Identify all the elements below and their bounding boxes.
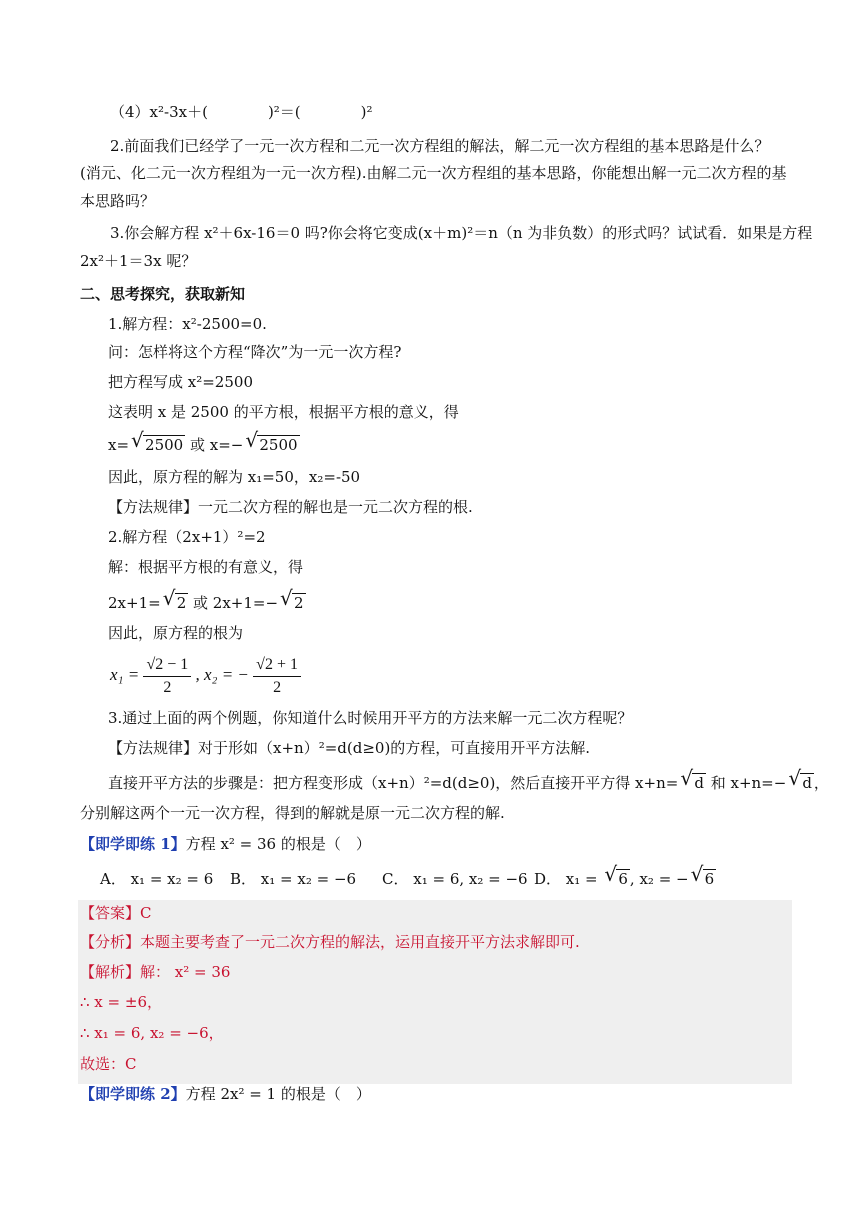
example-1-title: 1.解方程：x²-2500=0.	[108, 315, 267, 333]
eq-text: 或 x=−	[190, 436, 244, 454]
paragraph-line: 因此，原方程的根为	[108, 624, 244, 642]
sqrt: √ 2	[162, 586, 187, 612]
paragraph-line: 分别解这两个一元一次方程，得到的解就是原一元二次方程的解.	[80, 804, 505, 822]
fill-blank-item-4: （4）x²-3x＋( )²＝( )²	[110, 103, 373, 121]
option-a: A． x₁ = x₂ = 6	[100, 870, 214, 888]
final-choice: 故选：C	[80, 1055, 137, 1073]
sqrt: √ 6	[604, 862, 628, 888]
sqrt-equation	[108, 586, 306, 614]
paragraph-line: 把方程写成 x²=2500	[108, 373, 253, 391]
analysis: 【分析】本题主要考查了一元二次方程的解法，运用直接开平方法求解即可.	[80, 933, 580, 951]
paragraph-line: 2x²＋1＝3x 呢？	[80, 252, 197, 270]
method-rule: 【方法规律】对于形如（x+n）²=d(d≥0)的方程，可直接用开平方法解.	[108, 739, 591, 757]
method-rule: 【方法规律】一元二次方程的解也是一元二次方程的根.	[108, 498, 473, 516]
sqrt: √ d	[788, 766, 812, 792]
paragraph-line: 因此，原方程的解为 x₁=50，x₂=-50	[108, 468, 361, 486]
example-2-title: 2.解方程（2x+1）²=2	[108, 528, 266, 546]
solution-tag: 【解析】	[80, 963, 141, 981]
fraction: $\frac{√2 + 1}{2}$	[253, 654, 301, 699]
solution-line: ∴ x = ±6，	[80, 993, 162, 1011]
paragraph-line: 3.你会解方程 x²＋6x-16＝0 吗?你会将它变成(x＋m)²＝n（n 为非负数）的形式吗？试试看．如果是方程	[110, 224, 813, 242]
option-d: D． x₁ = √ 6 , x₂ = − √ 6	[534, 862, 715, 888]
section-heading: 二、思考探究，获取新知	[80, 285, 246, 303]
sqrt-equation	[108, 428, 300, 456]
practice-question: 方程 x² = 36 的根是（ ）	[185, 835, 371, 853]
paragraph-line: 问：怎样将这个方程“降次”为一元一次方程?	[108, 343, 402, 361]
fraction: $\frac{√2 - 1}{2}$	[143, 654, 191, 699]
practice-question: 方程 2x² = 1 的根是（ ）	[185, 1085, 371, 1103]
practice-tag: 【即学即练 1】	[80, 835, 186, 853]
practice-tag: 【即学即练 2】	[80, 1085, 186, 1103]
paragraph-line: (消元、化二元一次方程组为一元一次方程).由解二元一次方程组的基本思路，你能想出解一元二次方程的基	[80, 164, 787, 182]
solution-box	[78, 900, 792, 1084]
paragraph-line: 这表明 x 是 2500 的平方根，根据平方根的意义，得	[108, 403, 459, 421]
paragraph-line: 3.通过上面的两个例题，你知道什么时候用开平方的方法来解一元二次方程呢？	[108, 709, 633, 727]
answer: 【答案】C	[80, 904, 152, 922]
paragraph-line: 2.前面我们已经学了一元一次方程和二元一次方程组的解法，解二元一次方程组的基本思路是什么？	[110, 137, 770, 155]
sqrt: √ d	[680, 766, 704, 792]
formula-text: , x₂ = −	[195, 665, 249, 684]
solution-line: 【解析】解： x² = 36	[80, 963, 231, 981]
option-c: C． x₁ = 6, x₂ = −6	[382, 870, 528, 888]
eq-text: x=	[108, 436, 130, 454]
sqrt: √ 6	[690, 862, 715, 888]
paragraph-line: 解：根据平方根的有意义，得	[108, 558, 304, 576]
eq-text: 2x+1=	[108, 594, 161, 612]
sqrt: √ 2	[280, 586, 304, 612]
root-formula	[110, 652, 301, 699]
paragraph-line: 直接开平方法的步骤是：把方程变形成（x+n）²=d(d≥0)，然后直接开平方得 x+n= √ d 和 x+n=− √ d ，	[108, 766, 829, 792]
option-b: B． x₁ = x₂ = −6	[230, 870, 357, 888]
eq-text: 直接开平方法的步骤是：把方程变形成（x+n）²=d(d≥0)，然后直接开平方得 x+n=	[108, 774, 679, 792]
sqrt: √ 2500	[131, 428, 184, 454]
solution-line: ∴ x₁ = 6, x₂ = −6，	[80, 1024, 224, 1042]
eq-text: 和 x+n=−	[710, 774, 787, 792]
practice-1	[80, 833, 371, 855]
sqrt: √ 2500	[245, 428, 298, 454]
paragraph-line: 本思路吗？	[80, 192, 156, 210]
eq-text: 或 2x+1=−	[193, 594, 279, 612]
formula-text: x₁ =	[110, 665, 140, 684]
practice-2	[80, 1083, 371, 1105]
